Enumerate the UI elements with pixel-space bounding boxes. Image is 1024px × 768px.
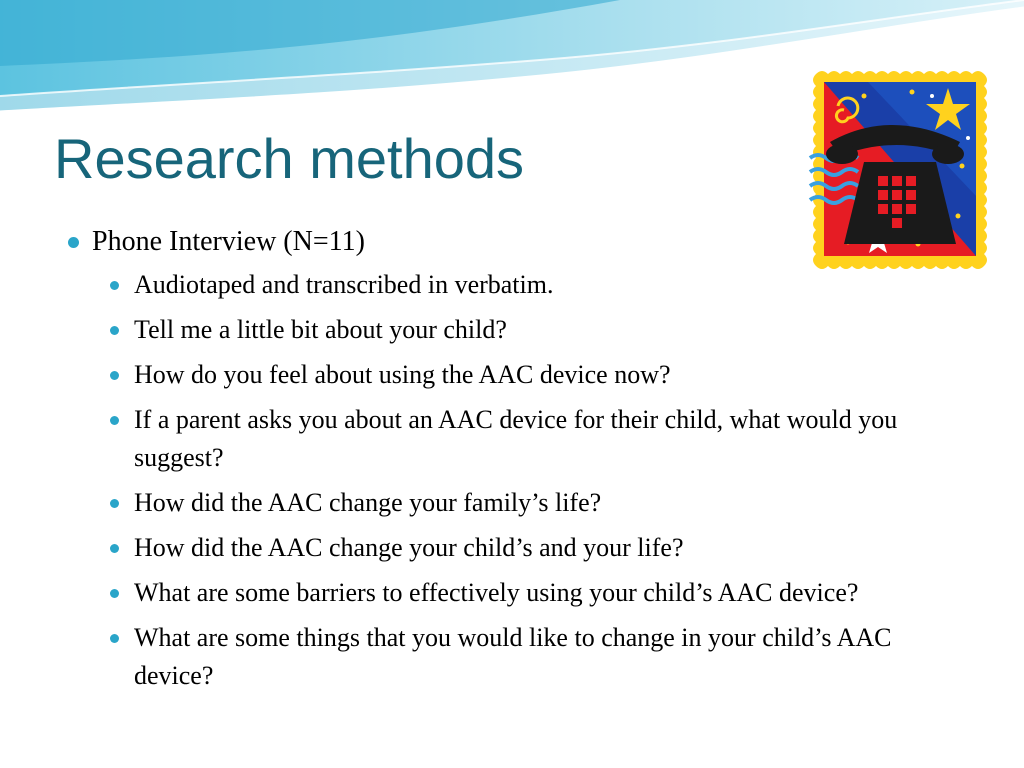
bullet-icon [110,544,119,553]
bullet-icon [110,371,119,380]
sub-bullet-text: What are some barriers to effectively using your child’s AAC device? [134,578,859,607]
main-bullet [64,224,964,260]
sub-bullet-text: How did the AAC change your family’s life? [134,488,602,517]
bullet-icon [110,499,119,508]
sub-bullet-text: Audiotaped and transcribed in verbatim. [134,270,554,299]
slide-title: Research methods [54,127,525,190]
sub-bullet-list [64,266,964,695]
bullet-icon [110,281,119,290]
sub-bullet [104,266,964,304]
sub-bullet-text: Tell me a little bit about your child? [134,315,507,344]
main-bullet-text: Phone Interview (N=11) [92,226,365,257]
sub-bullet [104,529,964,567]
bullet-icon [110,634,119,643]
bullet-icon [110,416,119,425]
sub-bullet [104,356,964,394]
bullet-icon [110,326,119,335]
sub-bullet-text: If a parent asks you about an AAC device for their child, what would you suggest? [134,405,898,472]
sub-bullet [104,401,964,477]
sub-bullet [104,619,964,695]
bullet-icon [68,237,79,248]
slide-body [64,224,964,702]
sub-bullet-text: What are some things that you would like to change in your child’s AAC device? [134,623,892,690]
sub-bullet-text: How do you feel about using the AAC device now? [134,360,671,389]
sub-bullet-text: How did the AAC change your child’s and your life? [134,533,684,562]
sub-bullet [104,484,964,522]
sub-bullet [104,311,964,349]
bullet-icon [110,589,119,598]
sub-bullet [104,574,964,612]
